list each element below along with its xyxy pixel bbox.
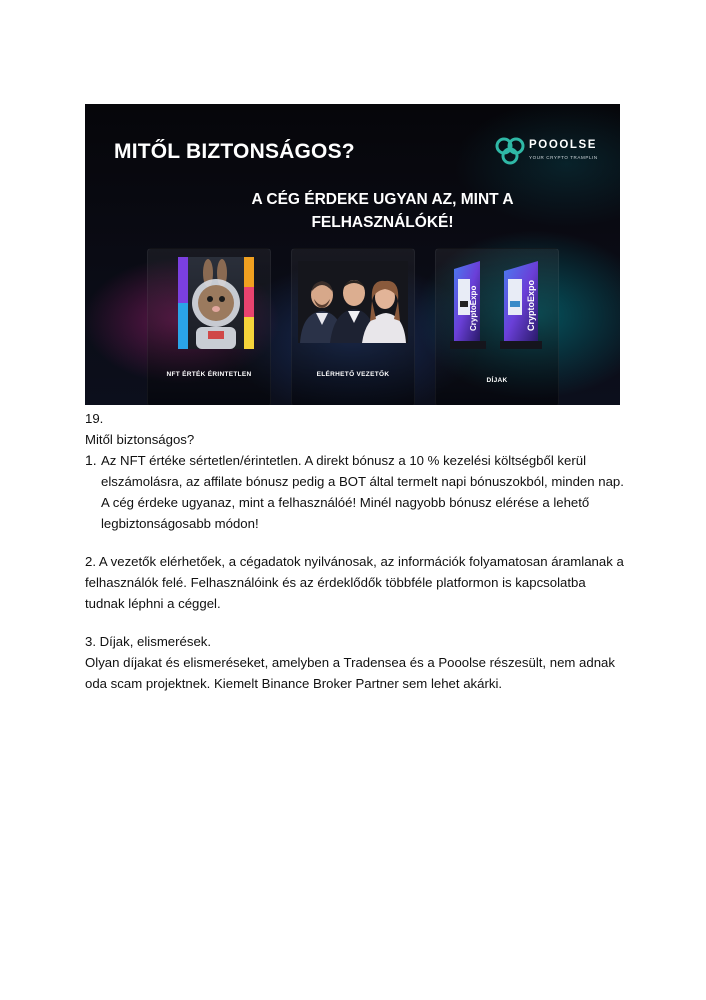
item1-line: legbiztonságosabb módon! <box>101 516 259 531</box>
astronaut-rabbit-nft-image <box>178 257 254 349</box>
awards-card-label: DÍJAK <box>486 377 508 384</box>
item3-line: oda scam projektnek. Kiemelt Binance Broker Partner sem lehet akárki. <box>85 676 503 691</box>
item3-line: 3. Díjak, elismerések. <box>85 634 212 649</box>
item1-line: A cég érdeke ugyanaz, mint a felhasználóé! Minél nagyobb bónusz elérése a lehető <box>101 495 590 510</box>
item1-line: Az NFT értéke sértetlen/érintetlen. A direkt bónusz a 10 % kezelési költségből kerül <box>101 453 587 468</box>
item2-line: 2. A vezetők elérhetőek, a cégadatok nyilvánosak, az információk folyamatosan áramlanak a <box>85 554 624 569</box>
nft-card <box>147 248 271 405</box>
nft-card-label: NFT ÉRTÉK ÉRINTETLEN <box>166 371 252 378</box>
leaders-card-label: ELÉRHETŐ VEZETŐK <box>316 371 390 378</box>
leaders-card <box>291 248 415 405</box>
item2-line: tudnak léphni a céggel. <box>85 596 221 611</box>
cryptoexpo-trophies <box>442 249 554 361</box>
leaders-photo <box>298 261 408 343</box>
section-heading: Mitől biztonságos? <box>85 432 195 447</box>
trophy-text-right: CryptoExpo <box>526 279 536 331</box>
trophy-text-left: CryptoExpo <box>469 285 478 331</box>
logo-name: POOOLSE <box>529 139 598 151</box>
item1-number: 1. <box>85 452 97 468</box>
page-number: 19. <box>85 411 104 426</box>
pooolse-logo-icon <box>493 134 527 168</box>
awards-card <box>435 248 559 405</box>
pooolse-logo <box>493 134 603 168</box>
banner-title: MITŐL BIZTONSÁGOS? <box>114 140 355 163</box>
banner-subtitle-line2: FELHASZNÁLÓKÉ! <box>311 214 454 231</box>
promo-banner <box>85 104 620 405</box>
banner-subtitle-line1: A CÉG ÉRDEKE UGYAN AZ, MINT A <box>251 191 514 208</box>
item1-line: elszámolásra, az affilate bónusz pedig a BOT által termelt napi bónuszokból, minden nap. <box>101 474 624 489</box>
item3-line: Olyan díjakat és elismeréseket, amelyben a Tradensea és a Pooolse részesült, nem adnak <box>85 655 615 670</box>
logo-tagline: YOUR CRYPTO TRAMPLIN <box>529 155 598 160</box>
item2-line: felhasználók felé. Felhasználóink és az érdeklődők többféle platformon is kapcsolatba <box>85 575 586 590</box>
